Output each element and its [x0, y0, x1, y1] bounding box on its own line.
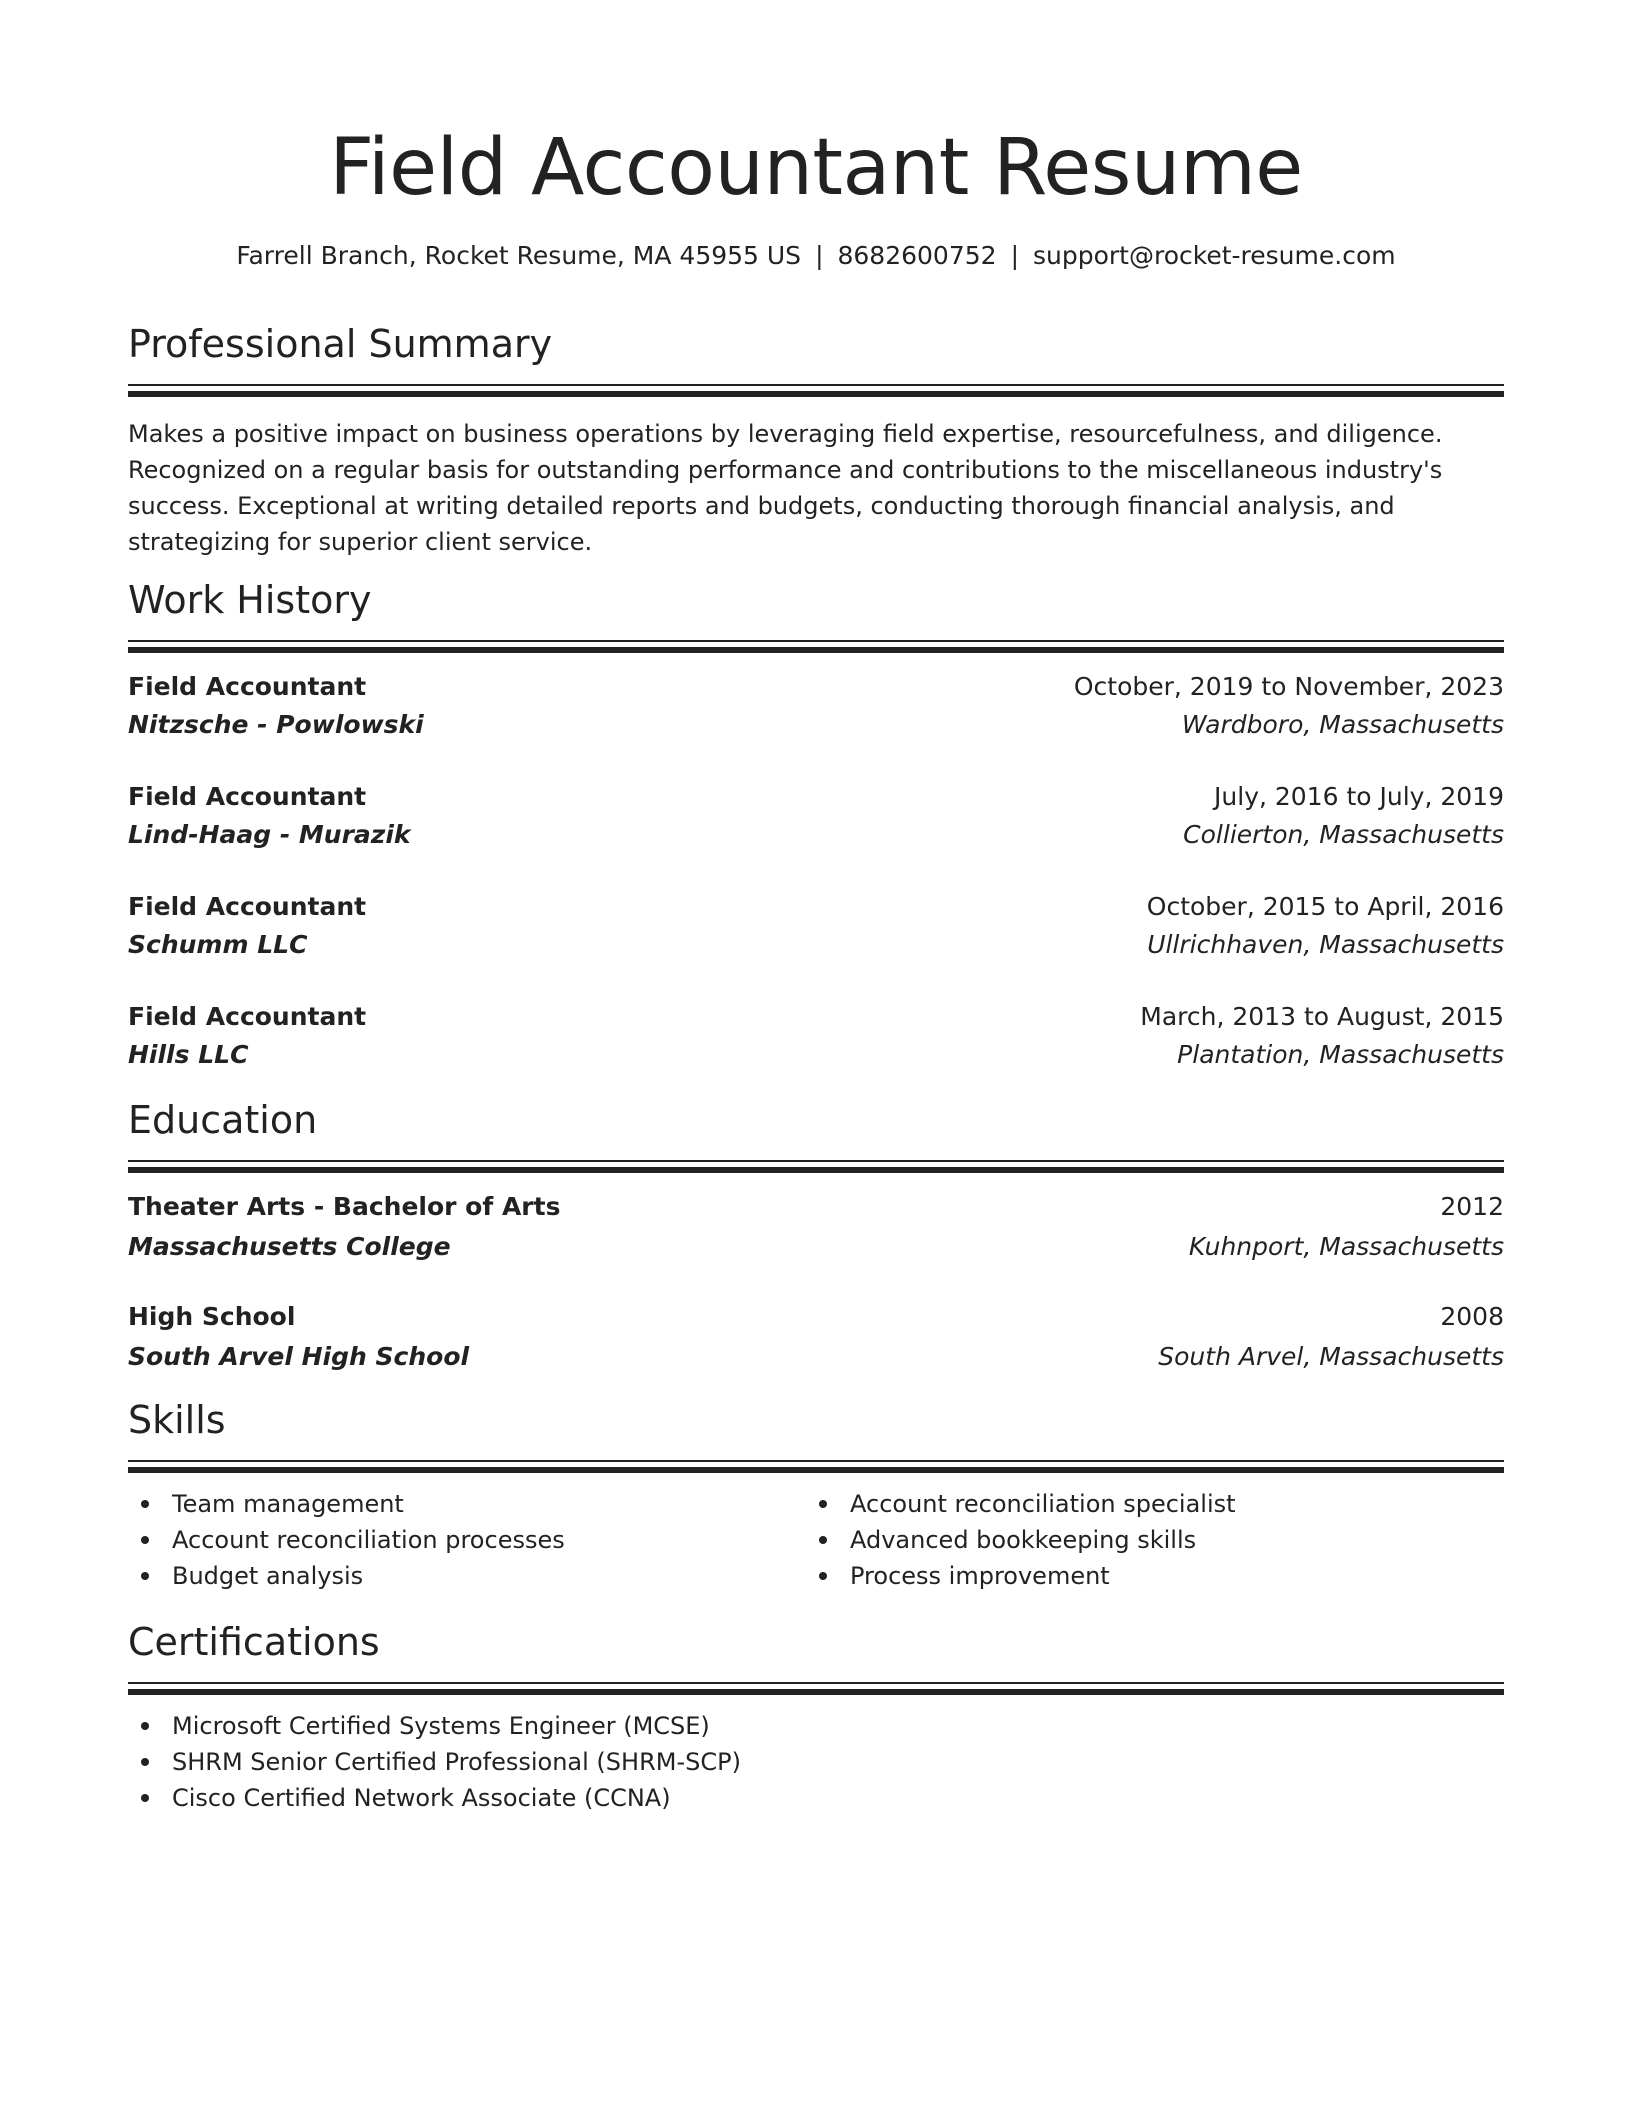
education-section [128, 1094, 1504, 1378]
school-name: Massachusetts College [128, 1232, 451, 1261]
skill-item: Account reconciliation processes [128, 1522, 806, 1558]
degree-name: High School [128, 1302, 296, 1331]
company-name: Hills LLC [128, 1040, 249, 1069]
bullet-icon [141, 1572, 149, 1580]
contact-separator: | [815, 241, 824, 270]
work-history-section [128, 574, 1504, 1074]
job-dates: March, 2013 to August, 2015 [1140, 1002, 1504, 1031]
job-title: Field Accountant [128, 892, 367, 921]
skills-column-right [806, 1486, 1484, 1594]
contact-email: support@rocket-resume.com [1033, 241, 1396, 270]
section-divider [128, 384, 1504, 394]
skill-item: Account reconciliation specialist [806, 1486, 1484, 1522]
job-location: Plantation, Massachusetts [1177, 1040, 1504, 1069]
job-title: Field Accountant [128, 1002, 367, 1031]
school-location: Kuhnport, Massachusetts [1188, 1232, 1504, 1261]
certifications-list [128, 1708, 1504, 1816]
work-entry [128, 778, 1504, 854]
section-heading-skills: Skills [128, 1398, 226, 1442]
work-entry [128, 888, 1504, 964]
company-name: Schumm LLC [128, 930, 308, 959]
bullet-icon [819, 1572, 827, 1580]
job-location: Wardboro, Massachusetts [1181, 710, 1504, 739]
job-dates: July, 2016 to July, 2019 [1214, 782, 1504, 811]
certification-item: Microsoft Certified Systems Engineer (MCSE) [128, 1708, 1504, 1744]
resume-title: Field Accountant Resume [329, 123, 1303, 213]
certifications-section [128, 1616, 1504, 1816]
skills-column-left [128, 1486, 806, 1594]
section-heading-summary: Professional Summary [128, 322, 553, 366]
summary-section [128, 318, 1504, 560]
contact-phone: 8682600752 [837, 241, 997, 270]
contact-separator: | [1010, 241, 1019, 270]
school-location: South Arvel, Massachusetts [1158, 1342, 1504, 1371]
company-name: Lind-Haag - Murazik [128, 820, 411, 849]
section-divider [128, 1460, 1504, 1470]
certification-item: Cisco Certified Network Associate (CCNA) [128, 1780, 1504, 1816]
school-name: South Arvel High School [128, 1342, 470, 1371]
section-divider [128, 640, 1504, 650]
bullet-icon [819, 1500, 827, 1508]
job-dates: October, 2015 to April, 2016 [1146, 892, 1504, 921]
job-title: Field Accountant [128, 782, 367, 811]
bullet-icon [141, 1794, 149, 1802]
section-divider [128, 1160, 1504, 1170]
education-entry [128, 1188, 1504, 1268]
skill-item: Team management [128, 1486, 806, 1522]
contact-line [128, 236, 1504, 276]
section-divider [128, 1682, 1504, 1692]
skill-item: Advanced bookkeeping skills [806, 1522, 1484, 1558]
bullet-icon [141, 1722, 149, 1730]
skills-section [128, 1394, 1504, 1594]
certification-item: SHRM Senior Certified Professional (SHRM-SCP) [128, 1744, 1504, 1780]
contact-address: Farrell Branch, Rocket Resume, MA 45955 US [236, 241, 802, 270]
summary-text: Makes a positive impact on business operations by leveraging field expertise, resourcefulness, and diligence. Recognized on a regular basis for outstanding performance and contributions to the miscellaneous industry's success. Exceptional at writing detailed reports and budgets, conducting thorough financial analysis, and strategizing for superior client service. [128, 420, 1443, 556]
skill-item: Budget analysis [128, 1558, 806, 1594]
bullet-icon [141, 1500, 149, 1508]
job-dates: October, 2019 to November, 2023 [1073, 672, 1504, 701]
job-location: Ullrichhaven, Massachusetts [1147, 930, 1504, 959]
graduation-year: 2008 [1440, 1302, 1504, 1331]
section-heading-work-history: Work History [128, 578, 372, 622]
degree-name: Theater Arts - Bachelor of Arts [128, 1192, 561, 1221]
company-name: Nitzsche - Powlowski [128, 710, 424, 739]
bullet-icon [141, 1536, 149, 1544]
bullet-icon [141, 1758, 149, 1766]
section-heading-certifications: Certifications [128, 1620, 380, 1664]
graduation-year: 2012 [1440, 1192, 1504, 1221]
work-entry [128, 668, 1504, 744]
section-heading-education: Education [128, 1098, 318, 1142]
bullet-icon [819, 1536, 827, 1544]
education-entry [128, 1298, 1504, 1378]
job-location: Collierton, Massachusetts [1183, 820, 1504, 849]
work-entry [128, 998, 1504, 1074]
skill-item: Process improvement [806, 1558, 1484, 1594]
skills-columns [128, 1486, 1504, 1594]
job-title: Field Accountant [128, 672, 367, 701]
